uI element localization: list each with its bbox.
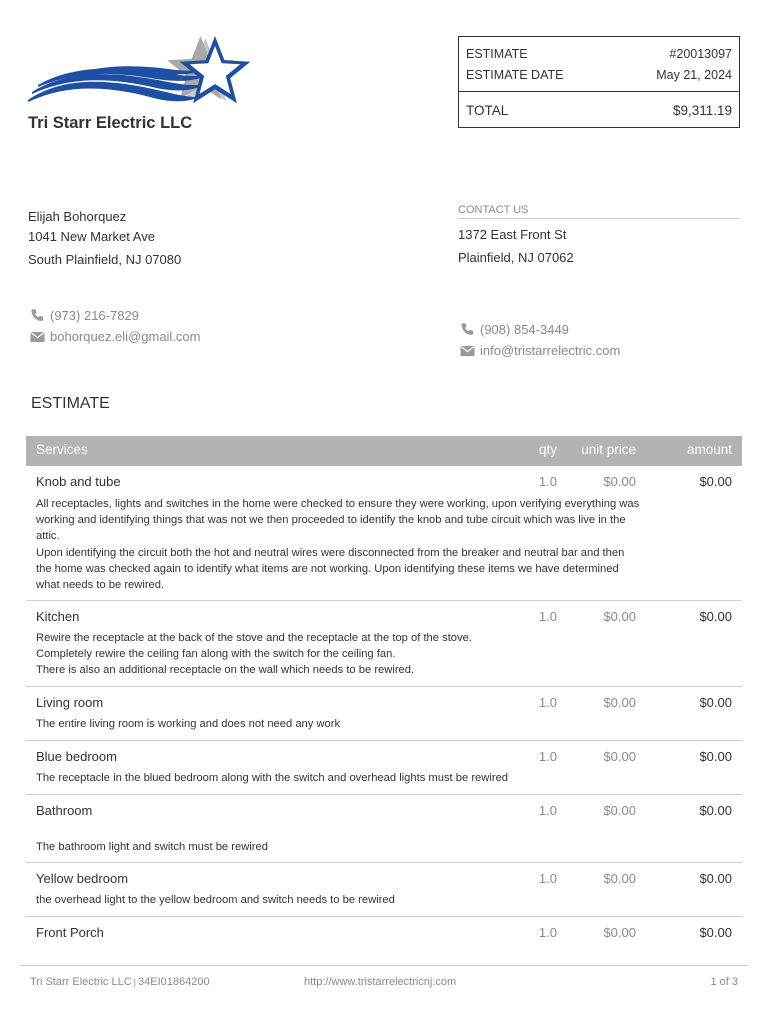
customer-email — [30, 329, 201, 344]
item-name: Yellow bedroom — [36, 871, 129, 886]
customer-phone — [30, 308, 139, 323]
footer-divider — [19, 965, 749, 966]
customer-name: Elijah Bohorquez — [28, 209, 127, 224]
item-unit-price: $0.00 — [603, 474, 636, 489]
item-amount: $0.00 — [699, 803, 732, 818]
customer-email-text[interactable]: bohorquez.eli@gmail.com — [50, 329, 201, 344]
item-description: All receptacles, lights and switches in the home were checked to ensure they were working, upon verifying everything was working and identifying things that was not we then proceeded to identify the knob and tube circuit which was live in the attic. Upon identifying the circuit both the hot and neutral wires were disconnected from the breaker and neutral bar and then the home was checked again to identify what items are not working. Upon identifying these items we have determined what needs to be rewired. — [36, 498, 640, 592]
item-amount: $0.00 — [699, 609, 732, 624]
item-qty: 1.0 — [538, 925, 557, 940]
item-qty: 1.0 — [538, 803, 557, 818]
item-name: Living room — [36, 695, 104, 710]
table-header — [26, 436, 742, 466]
total-row — [466, 103, 732, 118]
item-description: The receptacle in the blued bedroom along with the switch and overhead lights must be rewired — [36, 772, 509, 784]
company-street: 1372 East Front St — [458, 227, 567, 242]
item-unit-price: $0.00 — [603, 925, 636, 940]
item-description: the overhead light to the yellow bedroom and switch needs to be rewired — [36, 894, 395, 906]
table-row — [26, 863, 742, 917]
item-unit-price: $0.00 — [603, 609, 636, 624]
item-unit-price: $0.00 — [603, 871, 636, 886]
company-phone-text: (908) 854-3449 — [480, 322, 569, 337]
item-amount: $0.00 — [699, 695, 732, 710]
customer-phone-text: (973) 216-7829 — [50, 308, 139, 323]
footer-separator: | — [133, 977, 137, 987]
services-table — [26, 436, 742, 957]
summary-divider — [459, 91, 739, 92]
header-services: Services — [36, 442, 88, 457]
item-unit-price: $0.00 — [603, 749, 636, 764]
item-amount: $0.00 — [699, 871, 732, 886]
item-qty: 1.0 — [538, 871, 557, 886]
customer-street: 1041 New Market Ave — [28, 229, 155, 244]
estimate-date-row — [466, 68, 732, 82]
estimate-date-label: ESTIMATE DATE — [466, 68, 564, 82]
total-value: $9,311.19 — [672, 103, 732, 118]
item-name: Bathroom — [36, 803, 93, 818]
item-description: The entire living room is working and does not need any work — [36, 718, 341, 730]
footer-license: 34EI01864200 — [138, 976, 210, 988]
estimate-number: #20013097 — [669, 47, 732, 61]
contact-us-label: CONTACT US — [458, 204, 740, 219]
footer-page-number: 1 of 3 — [710, 976, 738, 988]
company-email-text[interactable]: info@tristarrelectric.com — [480, 343, 621, 358]
estimate-summary-box — [458, 36, 740, 128]
item-amount: $0.00 — [699, 925, 732, 940]
envelope-icon — [460, 345, 475, 357]
item-amount: $0.00 — [699, 749, 732, 764]
table-row — [26, 687, 742, 741]
footer-company — [30, 976, 210, 988]
item-description: Rewire the receptacle at the back of the stove and the receptacle at the top of the stove. Completely rewire the ceiling fan along with the switch for the ceiling fan. There is also an additional receptacle on the wall which needs to be rewired. — [36, 632, 472, 677]
item-qty: 1.0 — [538, 695, 557, 710]
customer-city: South Plainfield, NJ 07080 — [28, 252, 182, 267]
item-qty: 1.0 — [538, 749, 557, 764]
header-unit-price: unit price — [581, 442, 636, 457]
item-name: Blue bedroom — [36, 749, 117, 764]
item-name: Front Porch — [36, 925, 104, 940]
item-name: Knob and tube — [36, 474, 121, 489]
table-row — [26, 741, 742, 795]
company-phone — [460, 322, 569, 337]
estimate-number-row — [466, 47, 732, 61]
company-city: Plainfield, NJ 07062 — [458, 250, 574, 265]
company-email — [460, 343, 620, 358]
footer-company-name: Tri Starr Electric LLC — [30, 976, 132, 988]
company-logo — [26, 34, 252, 114]
item-qty: 1.0 — [538, 474, 557, 489]
item-unit-price: $0.00 — [603, 695, 636, 710]
table-row — [26, 795, 742, 863]
table-row — [26, 601, 742, 687]
envelope-icon — [30, 331, 45, 343]
item-name: Kitchen — [36, 609, 80, 624]
section-heading: ESTIMATE — [31, 395, 110, 412]
item-qty: 1.0 — [538, 609, 557, 624]
item-description: The bathroom light and switch must be rewired — [36, 841, 268, 853]
phone-icon — [30, 308, 45, 323]
header-qty: qty — [538, 442, 557, 457]
table-row — [26, 466, 742, 601]
estimate-label: ESTIMATE — [466, 47, 528, 61]
footer-website-link[interactable]: http://www.tristarrelectricnj.com — [304, 976, 457, 988]
company-name: Tri Starr Electric LLC — [28, 114, 193, 132]
item-amount: $0.00 — [699, 474, 732, 489]
phone-icon — [460, 322, 475, 337]
table-row — [26, 917, 742, 957]
header-amount: amount — [686, 442, 732, 457]
total-label: TOTAL — [466, 103, 509, 118]
estimate-date-value: May 21, 2024 — [656, 68, 732, 82]
item-unit-price: $0.00 — [603, 803, 636, 818]
